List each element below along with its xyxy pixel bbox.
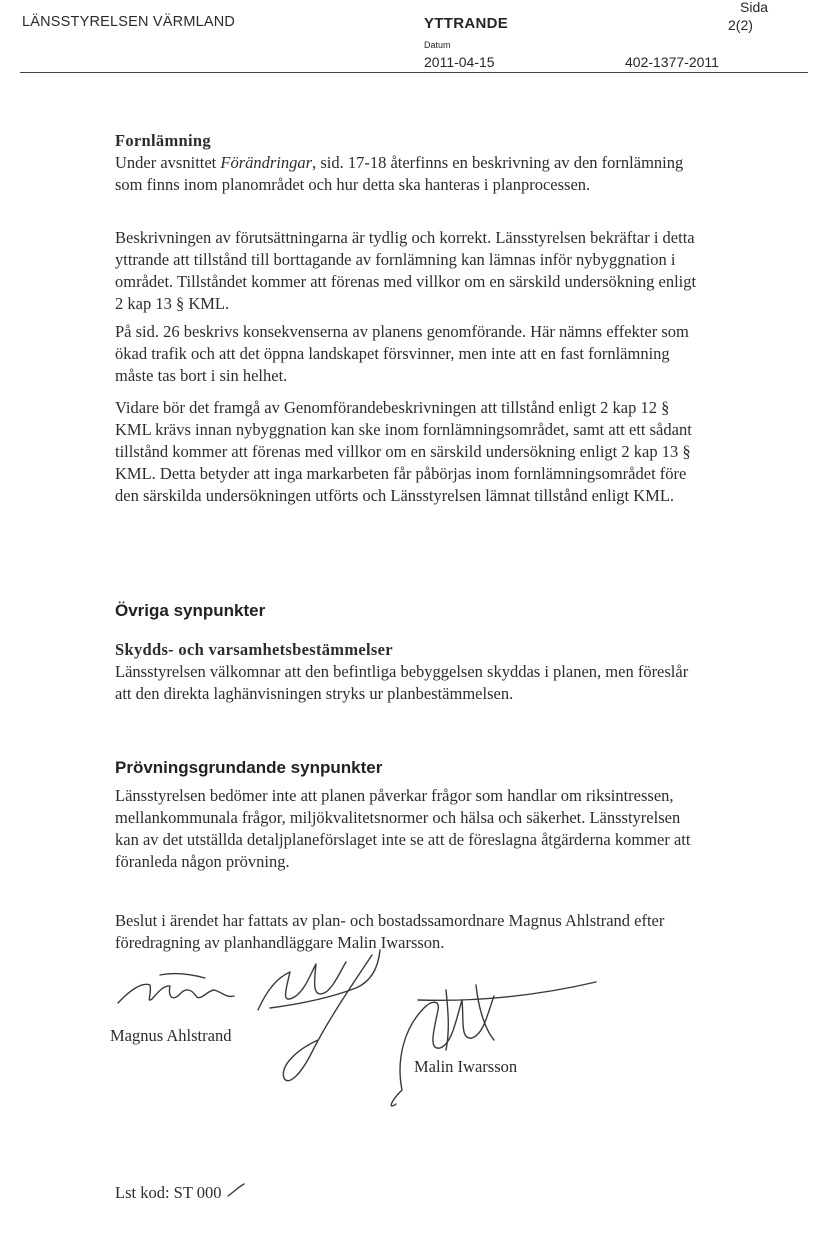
paragraph-text: Under avsnittet xyxy=(115,153,221,172)
paragraph: Länsstyrelsen välkomnar att den befintliga bebyggelsen skyddas i planen, men föreslår att den direkta laghänvisningen stryks ur planbestämmelsen. xyxy=(115,662,689,703)
reference-number: 402-1377-2011 xyxy=(625,54,719,70)
date-label: Datum xyxy=(424,40,451,50)
signer-name: Magnus Ahlstrand xyxy=(110,1026,232,1045)
page-number: 2(2) xyxy=(728,17,753,33)
page-label: Sida xyxy=(740,0,769,15)
organization-name: LÄNSSTYRELSEN VÄRMLAND xyxy=(22,14,236,30)
italic-reference: Förändringar xyxy=(220,153,313,172)
signer-name: Malin Iwarsson xyxy=(414,1057,518,1076)
paragraph: Länsstyrelsen bedömer inte att planen påverkar frågor som handlar om riksintressen, mellankommunala frågor, miljökvalitetsnormer och hälsa och säkerhet. Länsstyrelsen kan av det utställda detaljplaneförslaget inte se att de föreslagna åtgärderna kommer att föranleda någon prövning. xyxy=(115,786,691,871)
document-date: 2011-04-15 xyxy=(424,54,495,70)
paragraph: Beskrivningen av förutsättningarna är tydlig och korrekt. Länsstyrelsen bekräftar i detta yttrande att tillstånd till borttagande av fornlämning kan lämnas inför nybyggnation i området. Tillståndet kommer att förenas med villkor om en särskild undersökning enligt 2 kap 13 § KML. xyxy=(115,228,697,313)
section-fornlamning xyxy=(115,130,700,196)
paragraph: På sid. 26 beskrivs konsekvenserna av planens genomförande. Här nämns effekter som ökad trafik och att det öppna landskapet försvinner, men inte att en fast fornlämning måste tas bort i sin helhet. xyxy=(115,322,689,385)
section-heading: Fornlämning xyxy=(115,131,211,150)
subsection-heading: Skydds- och varsamhetsbestämmelser xyxy=(115,640,393,659)
paragraph-text: , sid. 17-18 återfinns en beskrivning av den fornlämning som finns inom planområdet och hur detta ska hanteras i planprocessen. xyxy=(115,153,684,194)
paragraph xyxy=(115,152,700,196)
header-divider xyxy=(20,72,808,73)
section-heading: Övriga synpunkter xyxy=(115,601,266,620)
document-type: YTTRANDE xyxy=(424,15,509,32)
paragraph: Vidare bör det framgå av Genomförandebeskrivningen att tillstånd enligt 2 kap 12 § KML krävs innan nybyggnation kan ske inom fornlämningsområdet, samt att ett sådant tillstånd kommer att förenas med villkor om en särskild undersökning enligt 2 kap 13 § KML. Detta betyder att inga markarbeten får påbörjas inom fornlämningsområdet före den särskilda undersökningen utförts och Länsstyrelsen lämnat tillstånd enligt KML. xyxy=(115,398,692,505)
decision-statement: Beslut i ärendet har fattats av plan- och bostadssamordnare Magnus Ahlstrand efter föredragning av planhandläggare Malin Iwarsson. xyxy=(115,911,665,952)
section-ovriga xyxy=(115,639,700,705)
section-heading: Prövningsgrundande synpunkter xyxy=(115,758,383,777)
footer-code: Lst kod: ST 000 xyxy=(115,1183,222,1202)
